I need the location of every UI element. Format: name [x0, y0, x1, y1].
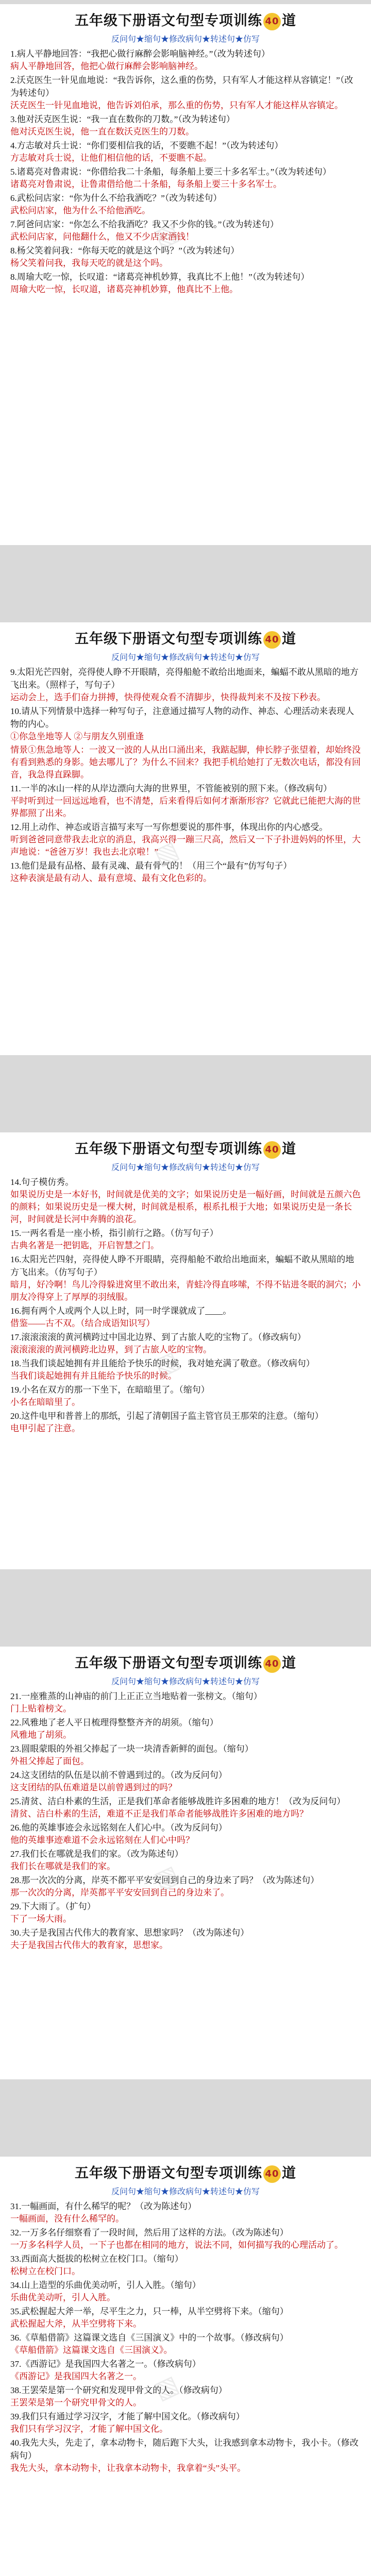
- exercise-question: 12.用上动作、神态或语言描写来写一写你想要说的那件事，体现出你的内心感受。: [10, 822, 328, 832]
- page-title: [10, 2162, 361, 2183]
- exercise-answer: 他的英雄事迹难道不会永远铭刻在人们心中吗？: [10, 1835, 194, 1845]
- count-badge: 40: [263, 2165, 281, 2183]
- exercise-question: 23.圆眼蒙眼的外祖父捧起了一块一块清香新鲜的面包。（缩句）: [10, 1743, 254, 1754]
- exercise-question: 24.这支团结的队伍是以前不曾遇到过的。（改为反问句）: [10, 1770, 227, 1780]
- exercise-answer: 我先大头，拿本动物卡，让我拿本动物卡，我拿着“头”头平。: [10, 2463, 246, 2473]
- exercise-item: [10, 2331, 361, 2357]
- exercise-answer: ①你急坐地等人 ②与朋友久别重逢: [10, 731, 144, 741]
- exercise-question: 31.一幅画面，有什么稀罕的呢？（改为陈述句）: [10, 2201, 197, 2211]
- exercise-question: 2.沃克医生一针见血地说：“我告诉你，这么重的伤势，只有军人才能这样从容镇定！”（改为转述句）: [10, 75, 353, 98]
- page-title: [10, 1138, 361, 1159]
- exercise-question: 21.一座雅蒸的山神庙的前门上正正立当地贴着一张榜文。（缩句）: [10, 1691, 262, 1701]
- exercise-answer: 我们只有学习汉字，才能了解中国文化。: [10, 2424, 168, 2434]
- exercise-item: [10, 2436, 361, 2475]
- exercise-item: [10, 2279, 361, 2304]
- exercise-item: [10, 2226, 361, 2251]
- exercise-question: 7.阿爸问店家：“你怎么不给我酒吃？我又不少你的钱。”（改为转述句）: [10, 219, 279, 229]
- exercise-item: [10, 859, 361, 885]
- exercise-question: 32.一万多名仔细察看了一段时间，然后用了这样的方法。（改为陈述句）: [10, 2227, 289, 2238]
- exercise-item: [10, 1304, 361, 1330]
- exercise-answer: 清贫、洁白朴素的生活，难道不正是我们革命者能够战胜许多困难的地方吗？: [10, 1808, 308, 1819]
- page-title: [10, 628, 361, 649]
- exercise-item: [10, 1383, 361, 1409]
- exercise-question: 33.西面高大挺拔的松树立在校门口。（缩句）: [10, 2253, 183, 2264]
- exercise-item: [10, 2305, 361, 2330]
- exercise-item: [10, 113, 361, 138]
- page-subtitle: 反问句★缩句★修改病句★转述句★仿写: [111, 1677, 260, 1686]
- exercise-question: 14.句子模仿秀。: [10, 1177, 74, 1187]
- page-separator: [0, 1055, 371, 1132]
- exercise-item: [10, 2252, 361, 2278]
- exercise-answer: 当我们谈起她拥有并且能给予快乐的时候。: [10, 1370, 177, 1381]
- watermark-mark: ▧: [149, 2369, 183, 2405]
- exercise-item: [10, 218, 361, 243]
- exercise-question: 5.诸葛亮对鲁肃说：“你借给我二十条船，每条船上要三十多名军士。”（改为转述句）: [10, 166, 331, 177]
- exercise-question: 38.王罢荣是第一个研究和发现甲骨文的人。（修改病句）: [10, 2385, 227, 2395]
- exercise-answer: 风雅地了胡须。: [10, 1730, 72, 1740]
- exercise-question: 15.一两名看是一座小桥，指引前行之路。（仿写句子）: [10, 1228, 218, 1238]
- exercise-answer: 夫子是我国古代伟大的教育家，思想家。: [10, 1940, 168, 1950]
- exercise-question: 26.他的英雄事迹会永远铭刻在人们心中。（改为反问句）: [10, 1822, 227, 1833]
- exercise-answer: 一幅画面，没有什么稀罕的。: [10, 2213, 124, 2224]
- title-suffix: 道: [282, 631, 296, 647]
- worksheet-page: [0, 4, 371, 545]
- exercise-item: [10, 165, 361, 191]
- exercise-answer: 乐曲优美动听，引人入胜。: [10, 2292, 115, 2302]
- exercise-answer: 听到爸爸同意带我去北京的消息，我高兴得一蹦三尺高，然后又一下子扑进妈妈的怀里，大声地说：“爸爸万岁！我也去北京啦！”: [10, 834, 361, 857]
- page-subtitle: 反问句★缩句★修改病句★转述句★仿写: [111, 35, 260, 44]
- exercise-item: [10, 821, 361, 858]
- exercise-question: 8.周瑜大吃一惊，长叹道：“诸葛亮神机妙算，我真比不上他！”（改为转述句）: [10, 272, 310, 282]
- count-badge: 40: [263, 13, 281, 30]
- exercise-question: 16.拥有两个人或两个人以上时，同一时学课就成了____。: [10, 1306, 232, 1316]
- exercise-item: [10, 1742, 361, 1768]
- exercise-question: 1.病人平静地回答：“我把心做行麻醉会影响脑神经。”（改为转述句）: [10, 48, 270, 59]
- exercise-question: 16.太阳光芒四射，亮得使人睁不开眼睛，亮得船舱不敢给出地面来，蝙蝠不敢从黑暗的地方飞出来。（仿写句子）: [10, 1254, 355, 1277]
- page-separator: [0, 1569, 371, 1647]
- exercise-answer: 外祖父捧起了面包。: [10, 1756, 89, 1766]
- watermark-mark: ▧: [149, 217, 183, 253]
- exercise-answer: 门上贴着榜文。: [10, 1703, 72, 1714]
- title-text: 五年级下册语文句型专项训练: [75, 13, 262, 29]
- exercise-question: 17.滚滚滚滚的黄河横跨过中国北边界、到了古旅人吃的宝物了。（修改病句）: [10, 1332, 306, 1342]
- exercise-answer: 如果说历史是一本好书，时间就是优美的文字；如果说历史是一幅好画，时间就是五颜六色的颜料；如果说历史是一棵大树，时间就是根系，根系扎根于大地；如果说历史是一条长河，时间就是长河中奔腾的浪花。: [10, 1189, 361, 1224]
- exercise-answer: 小名在暗暗里了。: [10, 1397, 80, 1407]
- title-text: 五年级下册语文句型专项训练: [75, 2165, 262, 2181]
- exercise-item: [10, 2200, 361, 2225]
- exercise-item: [10, 782, 361, 820]
- exercise-question: 6.武松问店家：“你为什么不给我酒吃？”（改为转述句）: [10, 193, 222, 203]
- exercise-question: 29.下大雨了。（扩句）: [10, 1901, 96, 1911]
- exercise-item: [10, 1357, 361, 1382]
- exercise-question: 18.当我们谈起她拥有并且能给予快乐的时候，我对她充满了敬意。（修改病句）: [10, 1358, 315, 1368]
- exercise-answer: 平时听到过一回远远地看，也不清楚，后来看得后如何才渐渐形容？它就此已能把大海的世界都照了出来。: [10, 795, 361, 818]
- title-text: 五年级下册语文句型专项训练: [75, 1655, 262, 1671]
- page-title: [10, 9, 361, 30]
- exercise-question: 39.我们只有通过学习汉字，才能了解中国文化。（修改病句）: [10, 2411, 245, 2421]
- exercise-answer: 他对沃克医生说，他一直在数沃克医生的刀数。: [10, 126, 194, 137]
- exercise-question: 37.《西游记》是我国四大名著之一。（修改病句）: [10, 2359, 201, 2369]
- watermark-mark: ▧: [149, 835, 183, 871]
- exercise-answer: 《草船借箭》这篇课文选自《三国演义》。: [10, 2345, 173, 2355]
- exercise-item: [10, 2358, 361, 2383]
- worksheet-page: [0, 1132, 371, 1569]
- watermark-mark: ▧: [149, 1859, 183, 1895]
- count-badge: 40: [263, 1141, 281, 1159]
- exercise-question: 36.《草船借箭》这篇课文选自《三国演义》中的一个故事。（修改病句）: [10, 2332, 289, 2343]
- exercise-answer: 武松握起大斧，从半空劈将下来。: [10, 2318, 142, 2329]
- exercise-answer: 暗月，好冷啊！鸟儿冷得躲进窝里不敢出来，青蛙冷得直哆嗦，不得不钻进冬眠的洞穴；小朋友冷得穿上了厚厚的羽绒服。: [10, 1279, 361, 1302]
- exercise-answer: 我们长在哪就是我们的家。: [10, 1861, 115, 1871]
- exercise-question: 22.风雅地了老人平日梳理得整整齐齐的胡须。（缩句）: [10, 1717, 218, 1727]
- title-text: 五年级下册语文句型专项训练: [75, 631, 262, 647]
- exercise-question: 13.他们是最有品格、最有灵魂、最有骨气的！（用三个“最有”仿写句子）: [10, 860, 292, 871]
- exercise-item: [10, 1716, 361, 1741]
- exercise-item: [10, 1821, 361, 1846]
- exercise-question: 40.我先大头，先走了，拿本动物卡，随后跑下大头，让我感到拿本动物卡，我小卡。（修改病句）: [10, 2437, 359, 2461]
- exercise-item: [10, 705, 361, 781]
- exercise-question: 34.山上造型的乐曲优美动听，引人入胜。（缩句）: [10, 2280, 201, 2290]
- exercise-item: [10, 1926, 361, 1952]
- exercise-item: [10, 270, 361, 296]
- exercise-question: 4.方志敏对兵士说：“你们要相信我的话，不要瞧不起！”（改为转述句）: [10, 140, 283, 150]
- exercise-question: 9.太阳光芒四射，亮得使人睁不开眼睛，亮得船舱不敢给出地面来，蝙蝠不敢从黑暗的地方飞出来。（照样子，写句子）: [10, 667, 359, 690]
- exercise-answer: 情景①焦急地等人：一波又一波的人从出口涌出来，我踮起脚，伸长脖子张望着，却始终没有看到熟悉的身影。她去哪儿了？为什么不回来？我把手机给她打了无数次电话，都没有回音，我急得直跺脚。: [10, 744, 361, 779]
- page-title: [10, 1652, 361, 1673]
- exercise-question: 19.小名在双方的那一下坐下，在暗暗里了。（缩句）: [10, 1384, 210, 1395]
- exercise-item: [10, 666, 361, 704]
- exercise-question: 27.我们长在哪就是我们的家。（改为陈述句）: [10, 1849, 183, 1859]
- exercise-answer: 王罢荣是第一个研究甲骨文的人。: [10, 2397, 142, 2408]
- page-separator: [0, 545, 371, 622]
- title-suffix: 道: [282, 2165, 296, 2181]
- exercise-answer: 方志敏对兵士说，让他们相信他的话，不要瞧不起。: [10, 152, 212, 163]
- exercise-answer: 沃克医生一针见血地说，他告诉刘伯承，那么重的伤势，只有军人才能这样从容镇定。: [10, 100, 343, 110]
- page-subtitle: 反问句★缩句★修改病句★转述句★仿写: [111, 653, 260, 662]
- exercise-answer: 诸葛亮对鲁肃说，让鲁肃借给他二十条船，每条船上要三十多名军士。: [10, 179, 282, 189]
- exercise-item: [10, 47, 361, 73]
- exercise-question: 25.清贫、洁白朴素的生活，正是我们革命者能够战胜许多困难的地方！（改为反问句）: [10, 1796, 346, 1806]
- exercise-question: 20.这件电甲和普普上的那纸，引起了清朝国子监主管官员王那荣的注意。（缩句）: [10, 1411, 324, 1421]
- exercise-question: 30.夫子是我国古代伟大的教育家、思想家吗？（改为陈述句）: [10, 1927, 249, 1938]
- page-subtitle: 反问句★缩句★修改病句★转述句★仿写: [111, 1163, 260, 1172]
- exercise-item: [10, 244, 361, 269]
- title-suffix: 道: [282, 13, 296, 29]
- exercise-item: [10, 1176, 361, 1226]
- exercise-answer: 周瑜大吃一惊，长叹道，诸葛亮神机妙算，他真比不上他。: [10, 284, 238, 294]
- page-separator: [0, 2079, 371, 2157]
- exercise-answer: 电甲引起了注意。: [10, 1423, 80, 1433]
- exercise-answer: 借鉴——古不双。（结合成语知识写）: [10, 1318, 155, 1328]
- exercise-answer: 病人平静地回答，他把心做行麻醉会影响脑神经。: [10, 61, 203, 71]
- exercise-item: [10, 1874, 361, 1899]
- exercise-question: 10.请从下列情景中选择一种写句子，注意通过描写人物的动作、神态、心理活动来表现人物的内心。: [10, 706, 355, 729]
- exercise-question: 3.他对沃克医生说：“我一直在数你的刀数。”（改为转述句）: [10, 114, 235, 124]
- exercise-item: [10, 1769, 361, 1794]
- worksheet-page: [0, 622, 371, 1055]
- exercise-item: [10, 2384, 361, 2409]
- exercise-question: 28.那一次次的分离，岸英不都平平安安回到自己的身边来了吗？（改为陈述句）: [10, 1875, 319, 1885]
- exercise-answer: 松树立在校门口。: [10, 2266, 80, 2276]
- exercise-item: [10, 74, 361, 112]
- exercise-answer: 《西游记》是我国四大名著之一。: [10, 2371, 142, 2381]
- count-badge: 40: [263, 631, 281, 649]
- page-subtitle: 反问句★缩句★修改病句★转述句★仿写: [111, 2187, 260, 2196]
- exercise-item: [10, 1848, 361, 1873]
- exercise-answer: 这种表演是最有动人、最有意境、最有文化色彩的。: [10, 873, 212, 883]
- exercise-answer: 武松问店家，问他翻什么，他又不少店家酒钱！: [10, 231, 194, 242]
- count-badge: 40: [263, 1655, 281, 1673]
- exercise-item: [10, 139, 361, 164]
- exercise-answer: 一万多名科学人员，一下子也都在相同的地方，说法不同，如何描写我的心理活动了。: [10, 2240, 343, 2250]
- exercise-question: 8.杨父笑着问我：“你每天吃的就是这个吗？”（改为转述句）: [10, 245, 240, 256]
- exercise-question: 11.一半的冰山一样的从岸边漂向大海的世界里，不管能被别的照下来。（修改病句）: [10, 783, 332, 793]
- worksheet-page: [0, 2157, 371, 2576]
- exercise-answer: 运动会上，选手们奋力拼搏，快得使观众看不清脚步，快得裁判来不及按下秒表。: [10, 692, 326, 702]
- exercise-item: [10, 2410, 361, 2435]
- exercise-item: [10, 1331, 361, 1356]
- exercise-item: [10, 1690, 361, 1715]
- exercise-item: [10, 1900, 361, 1925]
- exercise-answer: 那一次次的分离，岸英都平平安安回到自己的身边来了。: [10, 1887, 229, 1897]
- exercise-answer: 滚滚滚滚的黄河横跨北边界，到了古旅人吃的宝物。: [10, 1344, 212, 1354]
- watermark-mark: ▧: [149, 1345, 183, 1381]
- title-suffix: 道: [282, 1141, 296, 1157]
- exercise-item: [10, 1410, 361, 1435]
- exercise-question: 35.武松握起大斧一举，尽平生之力，只一棒，从半空劈将下来。（缩句）: [10, 2306, 289, 2316]
- exercise-item: [10, 1253, 361, 1303]
- exercise-item: [10, 1795, 361, 1820]
- exercise-item: [10, 192, 361, 217]
- exercise-answer: 古典名著是一把钥匙，开启智慧之门。: [10, 1240, 159, 1250]
- exercise-answer: 这支团结的队伍难道是以前曾遇到过的吗？: [10, 1782, 177, 1792]
- title-suffix: 道: [282, 1655, 296, 1671]
- title-text: 五年级下册语文句型专项训练: [75, 1141, 262, 1157]
- exercise-item: [10, 1227, 361, 1252]
- exercise-answer: 武松问店家，他为什么不给他酒吃。: [10, 205, 150, 215]
- exercise-answer: 杨父笑着问我，我每天吃的就是这个吗。: [10, 258, 168, 268]
- worksheet-page: [0, 1647, 371, 2079]
- exercise-answer: 下了一场大雨。: [10, 1913, 72, 1924]
